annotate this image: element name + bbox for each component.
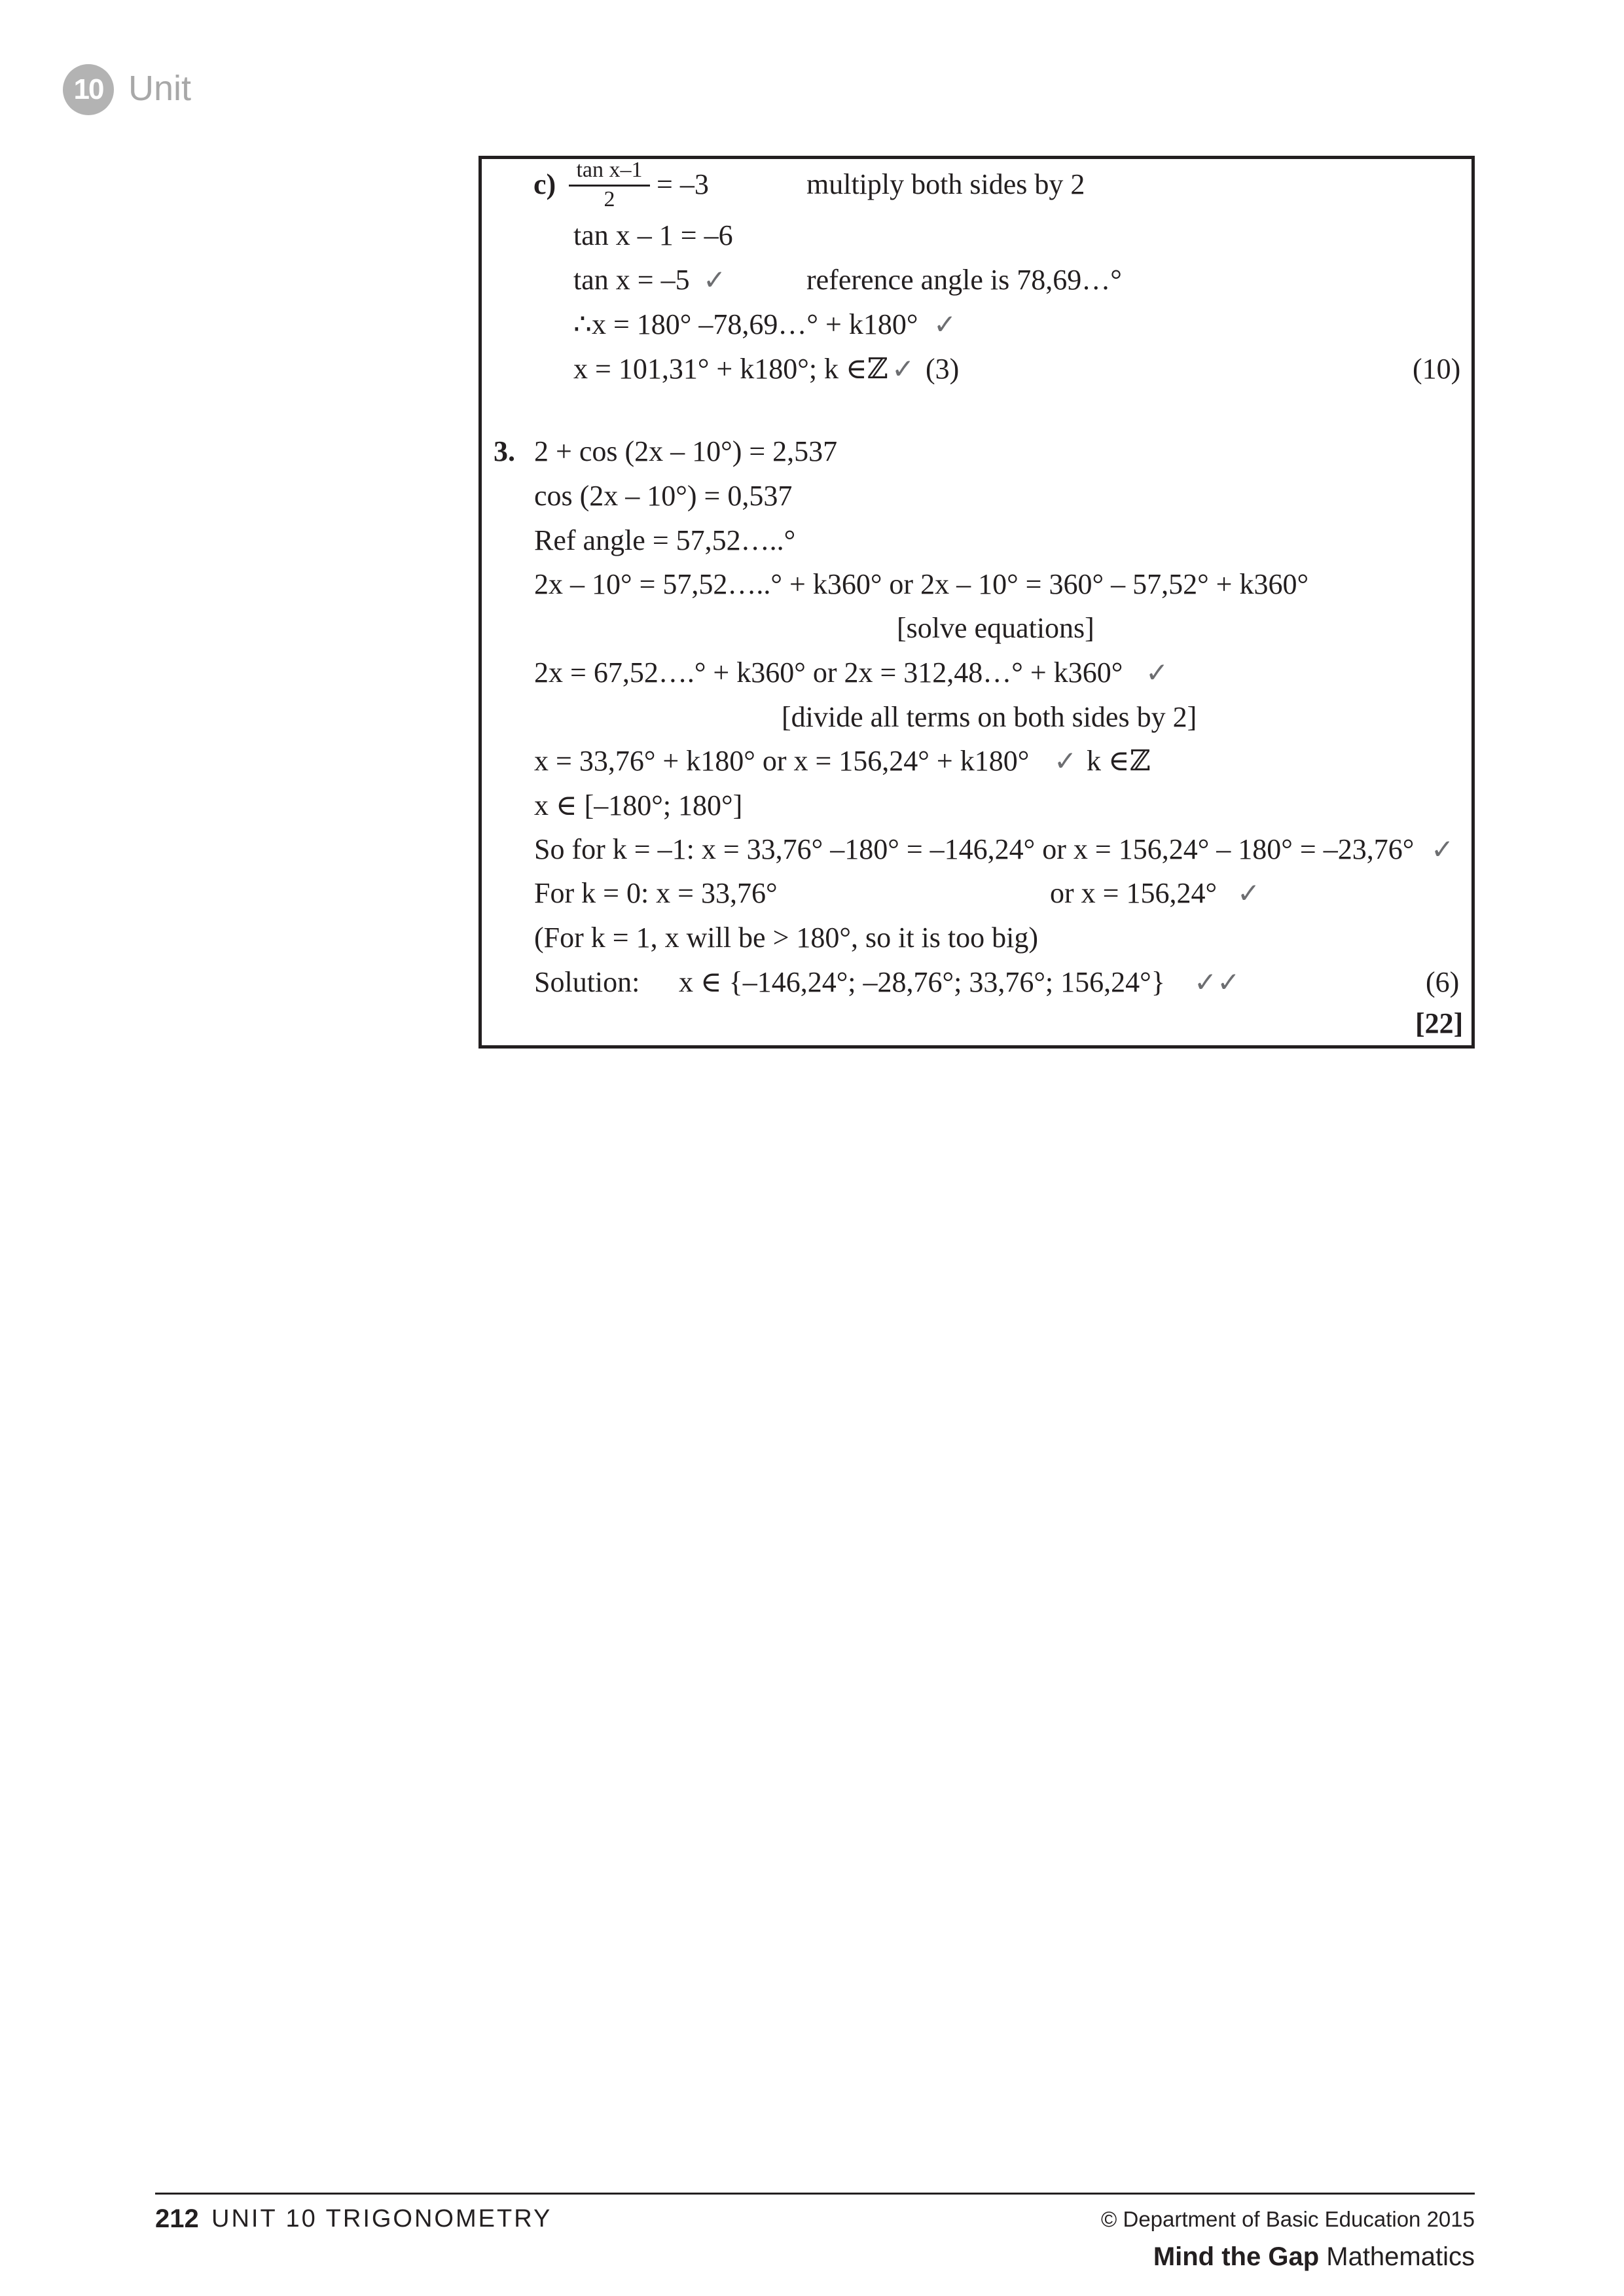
q3-line9-b: or x = 156,24°	[1050, 877, 1218, 909]
q3-line1: 2 + cos (2x – 10°) = 2,537	[534, 435, 838, 467]
q3-line8: So for k = –1: x = 33,76° –180° = –146,24° or x = 156,24° – 180° = –23,76°	[534, 833, 1415, 865]
q3-line10: (For k = 1, x will be > 180°, so it is too big)	[534, 922, 1038, 954]
part-c-line5: x = 101,31° + k180°; k ∈ℤ	[573, 353, 888, 385]
grand-total: [22]	[1415, 1007, 1464, 1039]
check-icon: ✓	[1146, 656, 1169, 689]
q3-solution: x ∈ {–146,24°; –28,76°; 33,76°; 156,24°}	[679, 966, 1165, 998]
q3-line5: 2x = 67,52….° + k360° or 2x = 312,48…° + k360°	[534, 656, 1123, 689]
q3-line2: cos (2x – 10°) = 0,537	[534, 480, 793, 512]
q3-line4: 2x – 10° = 57,52…..° + k360° or 2x – 10° = 360° – 57,52° + k360°	[534, 568, 1309, 600]
check-icon: ✓	[933, 308, 957, 340]
check-icon: ✓	[703, 264, 727, 296]
part-c-line3: tan x = –5	[573, 264, 690, 296]
part-c-total: (10)	[1413, 353, 1461, 385]
unit-label: Unit	[128, 69, 192, 108]
brand	[1153, 2238, 1475, 2275]
q3-note2: [divide all terms on both sides by 2]	[782, 701, 1197, 733]
footer-unit-title: UNIT 10 TRIGONOMETRY	[211, 2205, 552, 2233]
fraction-denominator: 2	[604, 187, 615, 211]
check-icon: ✓	[1054, 745, 1077, 777]
part-c-line2: tan x – 1 = –6	[573, 219, 733, 251]
q3-note1: [solve equations]	[897, 612, 1094, 644]
q3-label: 3.	[494, 435, 515, 467]
fraction-numerator: tan x–1	[569, 157, 650, 187]
part-c-line4: ∴x = 180° –78,69…° + k180°	[573, 308, 918, 340]
q3-line9-a: For k = 0: x = 33,76°	[534, 877, 778, 909]
check-icon: ✓	[892, 353, 915, 385]
q3-line6-suffix: k ∈ℤ	[1087, 745, 1151, 777]
check-icon: ✓	[1431, 833, 1454, 865]
copyright: © Department of Basic Education 2015	[1101, 2207, 1475, 2231]
part-c-line3-note: reference angle is 78,69…°	[806, 264, 1122, 296]
q3-marks: (6)	[1426, 966, 1460, 998]
check-icon: ✓	[1237, 877, 1261, 909]
part-c-label: c)	[533, 168, 556, 200]
part-c-line1-note: multiply both sides by 2	[806, 168, 1085, 200]
page-number: 212	[155, 2204, 199, 2233]
double-check-icon: ✓✓	[1194, 966, 1240, 998]
q3-line3: Ref angle = 57,52…..°	[534, 524, 796, 556]
brand-rest: Mathematics	[1319, 2242, 1475, 2271]
fraction	[569, 157, 650, 213]
part-c-line5-marks: (3)	[926, 353, 960, 385]
brand-strong: Mind the Gap	[1153, 2242, 1320, 2271]
unit-number-badge: 10	[63, 64, 114, 115]
part-c-line1-rhs: = –3	[657, 168, 709, 200]
footer-rule	[155, 2193, 1475, 2195]
q3-line6: x = 33,76° + k180° or x = 156,24° + k180°	[534, 745, 1030, 777]
q3-solution-label: Solution:	[534, 966, 640, 998]
q3-line7: x ∈ [–180°; 180°]	[534, 789, 743, 821]
